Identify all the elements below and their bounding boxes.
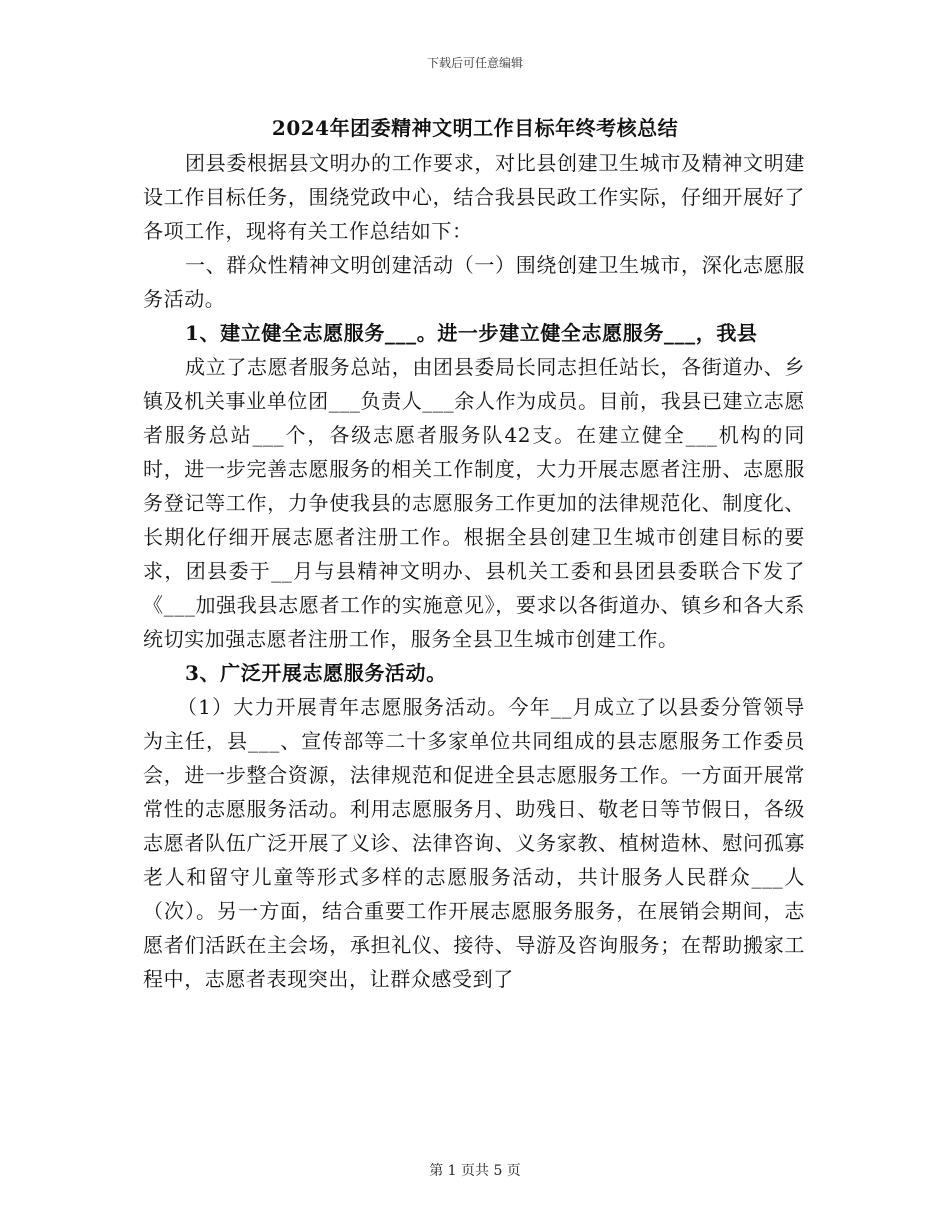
subheading-3: 3、广泛开展志愿服务活动。 <box>185 661 447 685</box>
page-header: 下载后可任意编辑 <box>426 56 523 70</box>
paragraph-volunteer-station: 成立了志愿者服务总站，由团县委局长同志担任站长，各街道办、乡镇及机关事业单位团___负责人___余人作为成员。目前，我县已建立志愿者服务总站___个，各级志愿者服务队42支。在建立健全___机构的同时，进一步完善志愿服务的相关工作制度，大力开展志愿者注册、志愿服务登记等工作，力争使我县的志愿服务工作更加的法律规范化、制度化、长期化仔细开展志愿者注册工作。根据全县创建卫生城市创建目标的要求，团县委于__月与县精神文明办、县机关工委和县团县委联合下发了《___加强我县志愿者工作的实施意见》，要求以各街道办、镇乡和各大系统切实加强志愿者注册工作，服务全县卫生城市创建工作。 <box>143 355 805 651</box>
document-body <box>143 146 805 996</box>
paragraph-youth-volunteer: （1）大力开展青年志愿服务活动。今年__月成立了以县委分管领导为主任，县___、宣传部等二十多家单位共同组成的县志愿服务工作委员会，进一步整合资源，法律规范和促进全县志愿服务工作。一方面开展常常性的志愿服务活动。利用志愿服务月、助残日、敬老日等节假日，各级志愿者队伍广泛开展了义诊、法律咨询、义务家教、植树造林、慰问孤寡老人和留守儿童等形式多样的志愿服务活动，共计服务人民群众___人（次）。另一方面，结合重要工作开展志愿服务服务，在展销会期间，志愿者们活跃在主会场，承担礼仪、接待、导游及咨询服务；在帮助搬家工程中，志愿者表现突出，让群众感受到了 <box>143 695 805 991</box>
paragraph-section-1: 一、群众性精神文明创建活动（一）围绕创建卫生城市，深化志愿服务活动。 <box>143 253 805 311</box>
document-title: 2024年团委精神文明工作目标年终考核总结 <box>271 116 679 140</box>
paragraph-intro: 团县委根据县文明办的工作要求，对比县创建卫生城市及精神文明建设工作目标任务，围绕党政中心，结合我县民政工作实际，仔细开展好了各项工作，现将有关工作总结如下： <box>143 151 805 243</box>
page-footer: 第 1 页共 5 页 <box>429 1163 521 1179</box>
subheading-1: 1、建立健全志愿服务___。进一步建立健全志愿服务___，我县 <box>185 321 758 345</box>
